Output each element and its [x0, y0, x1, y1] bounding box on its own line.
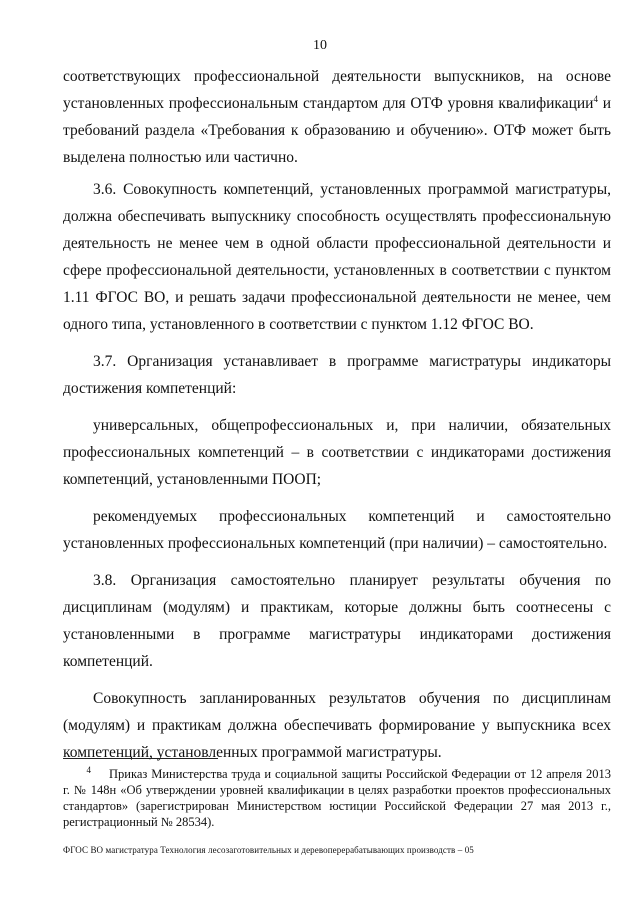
paragraph-3-7: 3.7. Организация устанавливает в программе магистратуры индикаторы достижения компетенций:: [63, 353, 611, 397]
paragraph-planned-results: Совокупность запланированных результатов обучения по дисциплинам (модулям) и практикам должна обеспечивать формирование у выпускника всех компетенций, установленных программой магистратуры.: [63, 690, 611, 761]
paragraph-continuation: [63, 63, 611, 171]
page-number: 10: [313, 38, 327, 53]
paragraph-recommended-competencies: рекомендуемых профессиональных компетенций и самостоятельно установленных профессиональных компетенций (при наличии) – самостоятельно.: [63, 508, 611, 552]
page-footer: ФГОС ВО магистратура Технология лесозаготовительных и деревоперерабатывающих производств – 05: [63, 845, 474, 855]
footnote-text: Приказ Министерства труда и социальной защиты Российской Федерации от 12 апреля 2013 г. № 148н «Об утверждении уровней квалификации в целях разработки проектов профессиональных стандартов» (зарегистрирован Министерством юстиции Российской Федерации 27 мая 2013 г., регистрационный № 28534).: [63, 767, 611, 829]
paragraph-3-6: 3.6. Совокупность компетенций, установленных программой магистратуры, должна обеспечивать выпускнику способность осуществлять профессиональную деятельность не менее чем в одной области профессиональной деятельности и сфере профессиональной деятельности, установленных в соответствии с пунктом 1.11 ФГОС ВО, и решать задачи профессиональной деятельности не менее, чем одного типа, установленного в соответствии с пунктом 1.12 ФГОС ВО.: [63, 181, 611, 333]
continued-paragraph: [63, 63, 611, 181]
paragraph-text-before-footnote: соответствующих профессиональной деятельности выпускников, на основе установленных профессиональным стандартом для ОТФ уровня квалификации: [63, 68, 611, 112]
footnote-reference: 4: [593, 93, 598, 104]
footnote: 4 Приказ Министерства труда и социальной защиты Российской Федерации от 12 апреля 2013 г. № 148н «Об утверждении уровней квалификации в целях разработки проектов профессиональных стандартов» (зарегистрирован Министерством юстиции Российской Федерации 27 мая 2013 г., регистрационный № 28534).: [63, 764, 611, 829]
paragraph-universal-competencies: универсальных, общепрофессиональных и, при наличии, обязательных профессиональных компетенций – в соответствии с индикаторами достижения компетенций, установленными ПООП;: [63, 417, 611, 488]
paragraph-text-after-footnote: и требований раздела «Требования к образованию и обучению». ОТФ может быть выделена полностью или частично.: [63, 95, 611, 166]
paragraph-3-8: 3.8. Организация самостоятельно планирует результаты обучения по дисциплинам (модулям) и практикам, которые должны быть соотнесены с установленными в программе магистратуры индикаторами достижения компетенций.: [63, 572, 611, 670]
document-body: [63, 176, 611, 776]
footnote-divider: [63, 758, 218, 759]
